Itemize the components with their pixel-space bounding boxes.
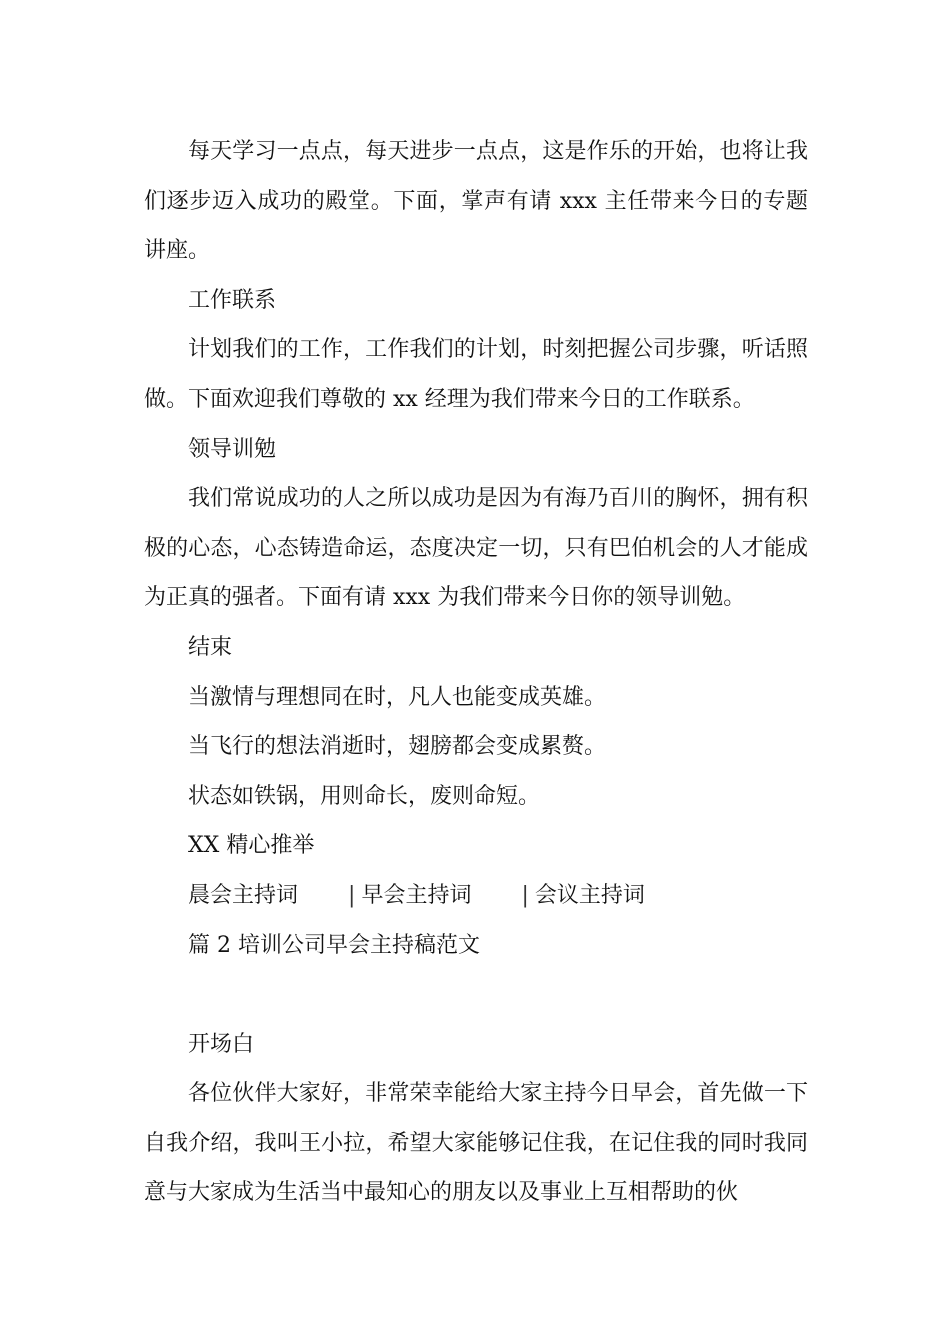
heading-work-contact: 工作联系 <box>188 287 277 313</box>
link-meeting-host-words[interactable]: 会议主持词 <box>534 882 645 908</box>
link-early-meeting-host-words[interactable]: 早会主持词 <box>361 882 472 908</box>
link-morning-host-words[interactable]: 晨会主持词 <box>188 882 299 908</box>
quote-line-2: 当飞行的想法消逝时，翅膀都会变成累赘。 <box>188 734 607 760</box>
paragraph-intro-lecture: 每天学习一点点，每天进步一点点，这是作乐的开始，也将让我们逐步迈入成功的殿堂。下面，掌声有请 xxx 主任带来今日的专题讲座。 <box>144 139 808 264</box>
heading-opening: 开场白 <box>188 1031 255 1057</box>
heading-ending: 结束 <box>188 634 233 660</box>
link-separator: | <box>348 882 356 908</box>
paragraph-work-contact: 计划我们的工作，工作我们的计划，时刻把握公司步骤，听话照做。下面欢迎我们尊敬的 xx 经理为我们带来今日的工作联系。 <box>144 337 808 412</box>
heading-leader-speech: 领导训勉 <box>188 436 277 462</box>
recommendation-label: XX 精心推举 <box>188 833 315 859</box>
paragraph-opening: 各位伙伴大家好，非常荣幸能给大家主持今日早会，首先做一下自我介绍，我叫王小拉，希望大家能够记住我，在记住我的同时我同意与大家成为生活当中最知心的朋友以及事业上互相帮助的伙 <box>144 1081 808 1206</box>
paragraph-leader-speech: 我们常说成功的人之所以成功是因为有海乃百川的胸怀，拥有积极的心态，心态铸造命运，态度决定一切，只有巴伯机会的人才能成为正真的强者。下面有请 xxx 为我们带来今日你的领导训勉。 <box>144 486 808 611</box>
quote-line-3: 状态如铁锅，用则命长，废则命短。 <box>188 783 541 809</box>
quote-line-1: 当激情与理想同在时，凡人也能变成英雄。 <box>188 684 607 710</box>
link-separator: | <box>521 882 529 908</box>
blank-line <box>144 970 808 1020</box>
document-body <box>144 127 808 1218</box>
section-2-title: 篇 2 培训公司早会主持稿范文 <box>188 932 480 958</box>
related-links <box>144 871 808 921</box>
